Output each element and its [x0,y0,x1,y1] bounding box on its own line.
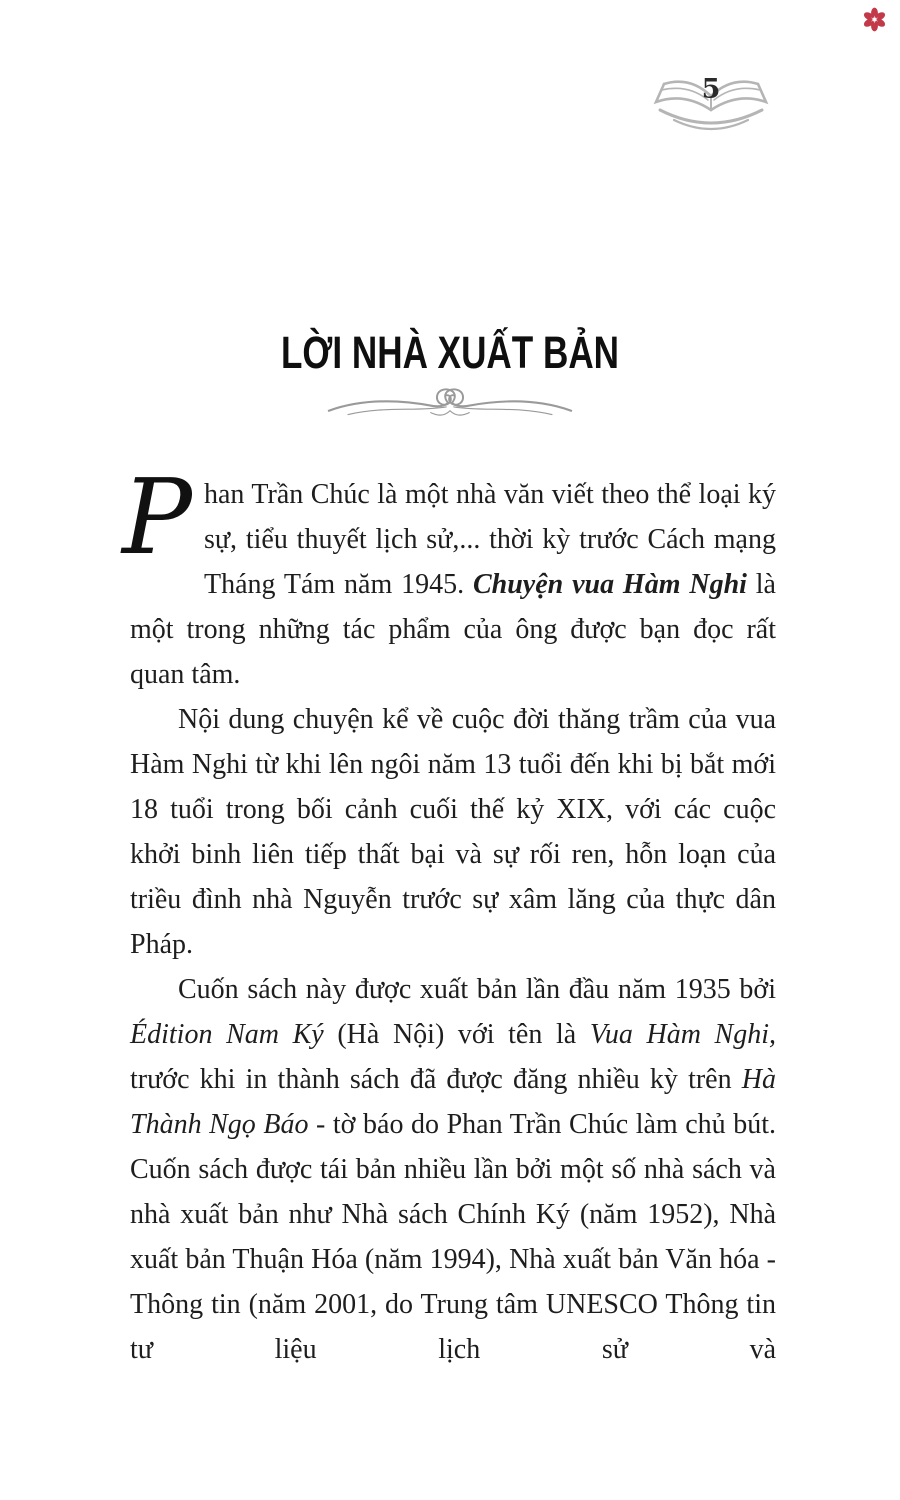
newspaper-name-italic: Hà Thành Ngọ Báo [130,1064,776,1140]
drop-cap: P [122,456,192,578]
flourish-divider-icon [325,386,575,422]
book-alt-title-italic: Vua Hàm Nghi, [589,1019,776,1050]
paragraph-3-text-1: Cuốn sách này được xuất bản lần đầu năm 1935 bởi [178,974,776,1005]
paragraph-1-text: han Trần Chúc là một nhà văn viết theo thể loại ký sự, tiểu thuyết lịch sử,... thời kỳ trước Cách mạng Tháng Tám năm 1945. [203,479,776,600]
book-title-bold-italic: Chuyện vua Hàm Nghi [472,569,747,600]
page-number-badge [646,62,776,142]
paragraph-2 [130,697,776,967]
publisher-name-italic: Édition Nam Ký [130,1019,324,1050]
page-title: LỜI NHÀ XUẤT BẢN [280,327,620,378]
page-number: 5 [701,74,721,105]
paragraph-3-text-2: (Hà Nội) với tên là [323,1019,590,1050]
paragraph-1-text-end: là một trong những tác phẩm của ông được bạn đọc rất quan tâm. [130,569,776,690]
flower-icon [862,7,887,32]
paragraph-3-text-4: - tờ báo do Phan Trần Chúc làm chủ bút. Cuốn sách được tái bản nhiều lần bởi một số nhà sách và nhà xuất bản như Nhà sách Chính Ký (năm 1952), Nhà xuất bản Thuận Hóa (năm 1994), Nhà xuất bản Văn hóa - Thông tin (năm 2001, do Trung tâm UNESCO Thông tin tư liệu lịch sử và [130,1109,777,1365]
body-text [122,456,777,1372]
flourish-strokes [329,389,571,415]
paragraph-2-text: Nội dung chuyện kể về cuộc đời thăng trầm của vua Hàm Nghi từ khi lên ngôi năm 13 tuổi đến khi bị bắt mới 18 tuổi trong bối cảnh cuối thế kỷ XIX, với các cuộc khởi binh liên tiếp thất bại và sự rối ren, hỗn loạn của triều đình nhà Nguyễn trước sự xâm lăng của thực dân Pháp. [130,704,776,960]
paragraph-1 [122,456,776,697]
paragraph-3 [130,967,776,1372]
paragraph-3-text-3: trước khi in thành sách đã được đăng nhiều kỳ trên [130,1064,742,1095]
